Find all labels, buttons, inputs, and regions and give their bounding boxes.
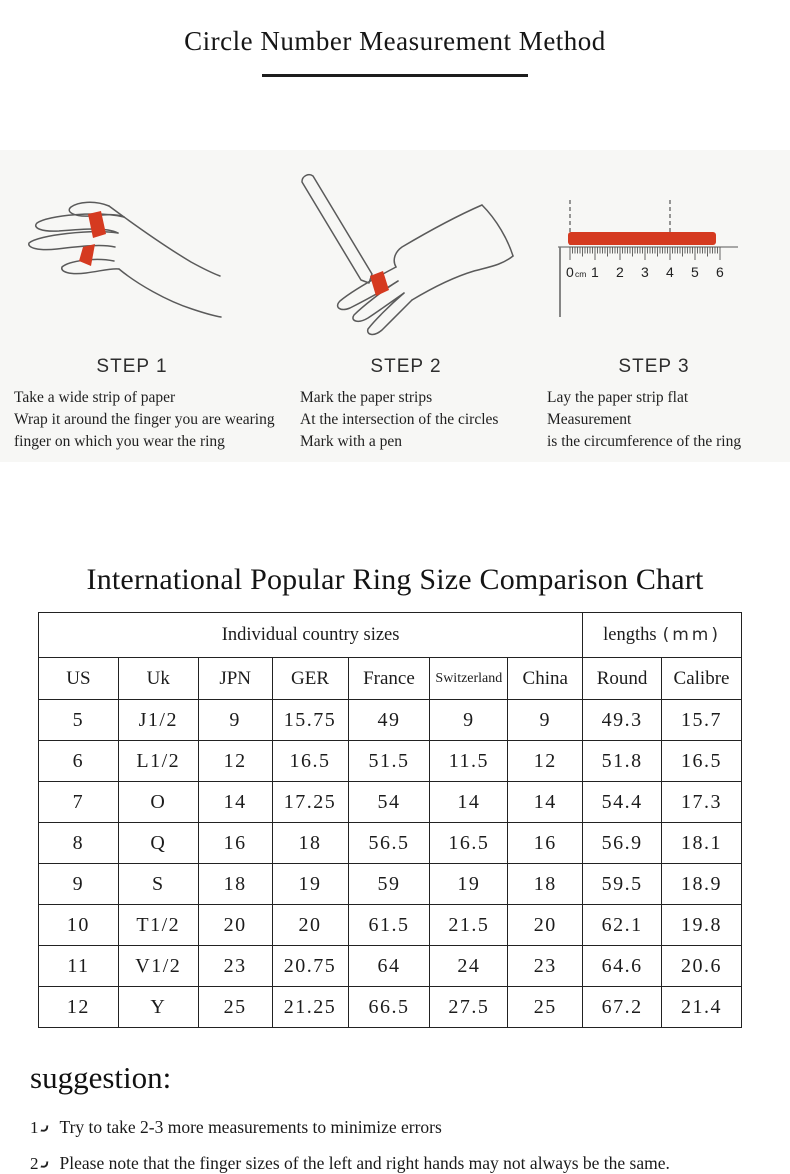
svg-text:4: 4 bbox=[666, 264, 674, 280]
table-cell: 17.25 bbox=[272, 782, 348, 823]
table-cell: 7 bbox=[39, 782, 119, 823]
suggestion-item-1 bbox=[30, 1117, 790, 1138]
red-paper-strip bbox=[568, 232, 716, 245]
table-cell: 18.9 bbox=[662, 864, 742, 905]
table-cell: 54.4 bbox=[583, 782, 662, 823]
table-cell: 11 bbox=[39, 946, 119, 987]
column-header-ger: GER bbox=[272, 658, 348, 700]
table-row bbox=[39, 946, 742, 987]
table-cell: 12 bbox=[508, 741, 583, 782]
table-cell: 56.9 bbox=[583, 823, 662, 864]
step-3-line-3: is the circumference of the ring bbox=[547, 433, 742, 450]
table-row bbox=[39, 864, 742, 905]
table-cell: 12 bbox=[39, 987, 119, 1028]
table-cell: 25 bbox=[198, 987, 272, 1028]
step-2-line-1: Mark the paper strips bbox=[300, 389, 433, 406]
step-1-text bbox=[6, 387, 275, 453]
table-cell: 5 bbox=[39, 700, 119, 741]
table-cell: 14 bbox=[198, 782, 272, 823]
table-cell: 61.5 bbox=[348, 905, 430, 946]
column-header-france: France bbox=[348, 658, 430, 700]
table-cell: 20 bbox=[198, 905, 272, 946]
table-cell: 14 bbox=[430, 782, 508, 823]
step-1 bbox=[6, 150, 275, 462]
steps-band bbox=[0, 150, 790, 462]
table-cell: 16.5 bbox=[430, 823, 508, 864]
mm-unit-label: (mm) bbox=[662, 624, 721, 645]
hand-pen-marking-illustration bbox=[282, 150, 530, 350]
suggestion-item-text: Please note that the finger sizes of the left and right hands may not always be the same. bbox=[59, 1153, 670, 1173]
svg-text:0: 0 bbox=[566, 264, 574, 280]
table-columns-row bbox=[39, 658, 742, 700]
table-cell: L1/2 bbox=[118, 741, 198, 782]
suggestion-item-text: Try to take 2-3 more measurements to minimize errors bbox=[59, 1117, 442, 1137]
table-cell: 8 bbox=[39, 823, 119, 864]
table-cell: 18 bbox=[272, 823, 348, 864]
step-2-label: STEP 2 bbox=[370, 356, 442, 377]
svg-text:3: 3 bbox=[641, 264, 649, 280]
ring-size-table bbox=[38, 612, 742, 1028]
table-cell: T1/2 bbox=[118, 905, 198, 946]
svg-text:1: 1 bbox=[591, 264, 599, 280]
table-cell: 64.6 bbox=[583, 946, 662, 987]
table-cell: Y bbox=[118, 987, 198, 1028]
table-cell: 21.5 bbox=[430, 905, 508, 946]
table-cell: S bbox=[118, 864, 198, 905]
column-header-switzerland: Switzerland bbox=[430, 658, 508, 700]
step-3-text bbox=[534, 387, 774, 453]
table-cell: 59.5 bbox=[583, 864, 662, 905]
table-cell: 18.1 bbox=[662, 823, 742, 864]
table-cell: 15.75 bbox=[272, 700, 348, 741]
chart-title: International Popular Ring Size Comparison Chart bbox=[86, 563, 704, 596]
suggestion-item-marker: 1 bbox=[30, 1118, 39, 1137]
suggestion-item-2 bbox=[30, 1153, 790, 1174]
table-cell: V1/2 bbox=[118, 946, 198, 987]
step-2-line-3: Mark with a pen bbox=[300, 433, 403, 450]
table-cell: 6 bbox=[39, 741, 119, 782]
step-3-line-1: Lay the paper strip flat bbox=[547, 389, 689, 406]
hand-paper-strip-illustration bbox=[6, 150, 258, 350]
column-header-jpn: JPN bbox=[198, 658, 272, 700]
step-1-line-2: Wrap it around the finger you are wearing bbox=[14, 411, 275, 428]
table-cell: 16.5 bbox=[272, 741, 348, 782]
table-cell: 62.1 bbox=[583, 905, 662, 946]
table-row bbox=[39, 782, 742, 823]
table-cell: 9 bbox=[430, 700, 508, 741]
page-title: Circle Number Measurement Method bbox=[184, 26, 606, 56]
column-header-us: US bbox=[39, 658, 119, 700]
step-3-label: STEP 3 bbox=[618, 356, 690, 377]
column-header-calibre: Calibre bbox=[662, 658, 742, 700]
table-cell: 20 bbox=[272, 905, 348, 946]
table-cell: 54 bbox=[348, 782, 430, 823]
table-cell: 19.8 bbox=[662, 905, 742, 946]
table-cell: 51.8 bbox=[583, 741, 662, 782]
table-cell: 19 bbox=[430, 864, 508, 905]
group-header-lengths bbox=[583, 613, 742, 658]
lengths-label: lengths bbox=[603, 624, 657, 645]
table-cell: 16 bbox=[508, 823, 583, 864]
table-row bbox=[39, 700, 742, 741]
svg-text:2: 2 bbox=[616, 264, 624, 280]
table-row bbox=[39, 905, 742, 946]
table-cell: 59 bbox=[348, 864, 430, 905]
table-cell: O bbox=[118, 782, 198, 823]
table-cell: 18 bbox=[508, 864, 583, 905]
table-row bbox=[39, 741, 742, 782]
table-cell: 19 bbox=[272, 864, 348, 905]
page-header bbox=[0, 0, 790, 77]
table-cell: 49 bbox=[348, 700, 430, 741]
table-cell: 20 bbox=[508, 905, 583, 946]
table-cell: 9 bbox=[39, 864, 119, 905]
table-cell: 23 bbox=[198, 946, 272, 987]
suggestion-heading: suggestion: bbox=[30, 1060, 172, 1095]
table-cell: 49.3 bbox=[583, 700, 662, 741]
enumeration-comma-icon bbox=[39, 1157, 51, 1169]
table-cell: J1/2 bbox=[118, 700, 198, 741]
ruler-numbers bbox=[566, 264, 724, 280]
step-2-text bbox=[282, 387, 530, 453]
table-cell: Q bbox=[118, 823, 198, 864]
svg-text:6: 6 bbox=[716, 264, 724, 280]
suggestion-item-marker: 2 bbox=[30, 1154, 39, 1173]
table-cell: 15.7 bbox=[662, 700, 742, 741]
table-cell: 51.5 bbox=[348, 741, 430, 782]
step-1-line-3: finger on which you wear the ring bbox=[14, 433, 225, 450]
svg-text:5: 5 bbox=[691, 264, 699, 280]
table-cell: 20.6 bbox=[662, 946, 742, 987]
table-cell: 9 bbox=[508, 700, 583, 741]
table-cell: 14 bbox=[508, 782, 583, 823]
column-header-uk: Uk bbox=[118, 658, 198, 700]
table-cell: 23 bbox=[508, 946, 583, 987]
table-cell: 21.4 bbox=[662, 987, 742, 1028]
table-cell: 9 bbox=[198, 700, 272, 741]
step-2-line-2: At the intersection of the circles bbox=[300, 411, 499, 428]
column-header-round: Round bbox=[583, 658, 662, 700]
table-row bbox=[39, 987, 742, 1028]
ruler-illustration bbox=[534, 150, 774, 350]
table-cell: 56.5 bbox=[348, 823, 430, 864]
table-cell: 16.5 bbox=[662, 741, 742, 782]
column-header-china: China bbox=[508, 658, 583, 700]
table-group-header-row bbox=[39, 613, 742, 658]
table-cell: 12 bbox=[198, 741, 272, 782]
suggestion-section bbox=[0, 1060, 790, 1174]
table-cell: 21.25 bbox=[272, 987, 348, 1028]
table-cell: 17.3 bbox=[662, 782, 742, 823]
table-cell: 64 bbox=[348, 946, 430, 987]
table-cell: 25 bbox=[508, 987, 583, 1028]
step-1-line-1: Take a wide strip of paper bbox=[14, 389, 176, 406]
table-cell: 18 bbox=[198, 864, 272, 905]
step-2 bbox=[282, 150, 530, 462]
table-cell: 11.5 bbox=[430, 741, 508, 782]
svg-text:cm: cm bbox=[575, 269, 587, 279]
table-cell: 66.5 bbox=[348, 987, 430, 1028]
step-1-label: STEP 1 bbox=[96, 356, 168, 377]
table-cell: 16 bbox=[198, 823, 272, 864]
enumeration-comma-icon bbox=[39, 1121, 51, 1133]
table-cell: 24 bbox=[430, 946, 508, 987]
table-cell: 10 bbox=[39, 905, 119, 946]
ruler-ticks bbox=[570, 247, 720, 260]
step-3-line-2: Measurement bbox=[547, 411, 632, 428]
ring-size-table-body bbox=[39, 700, 742, 1028]
table-row bbox=[39, 823, 742, 864]
step-3 bbox=[534, 150, 774, 462]
table-cell: 20.75 bbox=[272, 946, 348, 987]
table-cell: 67.2 bbox=[583, 987, 662, 1028]
group-header-country-sizes: Individual country sizes bbox=[39, 613, 583, 658]
table-cell: 27.5 bbox=[430, 987, 508, 1028]
